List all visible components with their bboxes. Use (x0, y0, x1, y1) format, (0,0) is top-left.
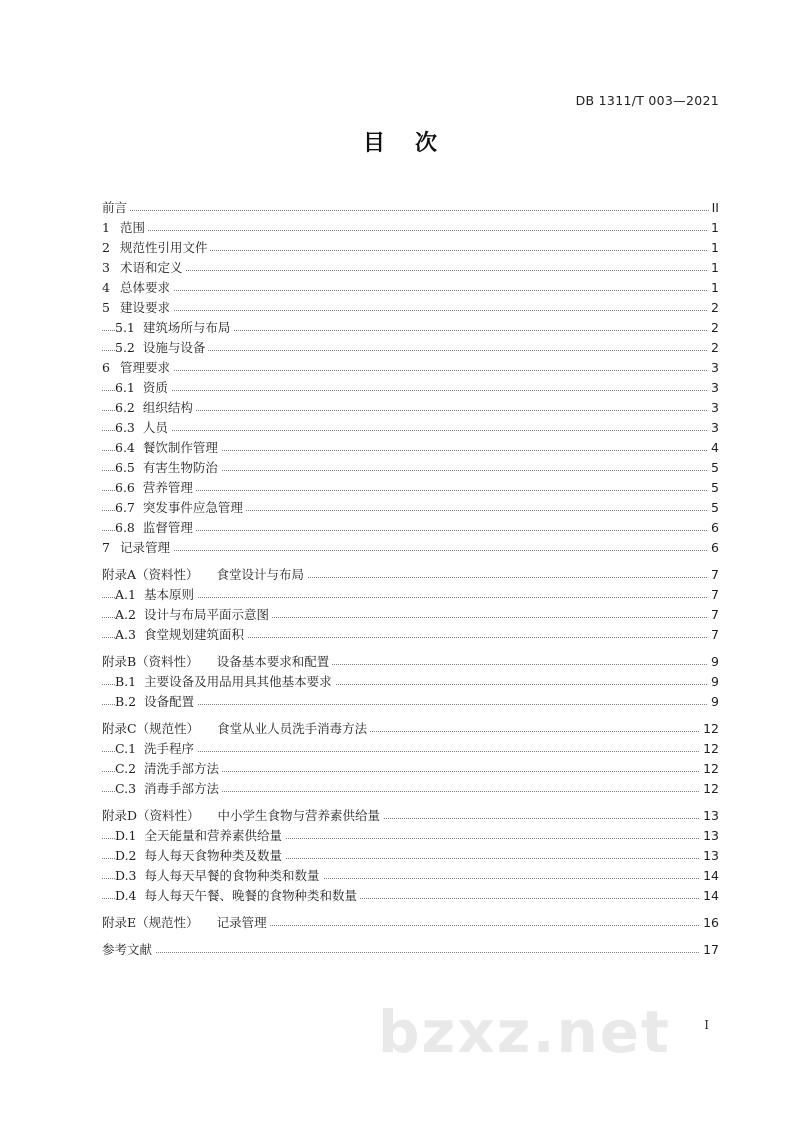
toc-entry[interactable] (102, 605, 719, 625)
toc-entry-title (115, 418, 171, 438)
toc-entry-title (115, 846, 285, 866)
toc-page-number: 13 (700, 826, 719, 846)
toc-entry-title (102, 238, 210, 258)
toc-entry-title (102, 538, 173, 558)
toc-entry-label: 设备配置 (144, 694, 195, 709)
toc-section-number: C.2 (115, 761, 137, 776)
toc-entry-label: 中小学生食物与营养素供给量 (217, 808, 381, 823)
toc-entry-title (102, 218, 148, 238)
toc-entry[interactable] (102, 378, 719, 398)
table-of-contents (102, 198, 719, 960)
toc-page-number: 3 (708, 358, 719, 378)
toc-entry[interactable] (102, 498, 719, 518)
toc-entry[interactable] (102, 866, 719, 886)
toc-entry-title (115, 625, 247, 645)
toc-entry-title (115, 398, 196, 418)
toc-entry[interactable] (102, 398, 719, 418)
toc-entry[interactable] (102, 886, 719, 906)
toc-entry-label: 有害生物防治 (142, 460, 218, 475)
toc-page-number: 4 (708, 438, 719, 458)
dot-leader (102, 310, 719, 311)
toc-entry-label: 食堂设计与布局 (216, 567, 305, 582)
toc-entry[interactable] (102, 258, 719, 278)
toc-entry-title (102, 258, 185, 278)
toc-section-number: 6.4 (115, 440, 135, 455)
toc-entry-label: 洗手程序 (144, 741, 195, 756)
toc-entry-label: 范围 (119, 220, 145, 235)
toc-entry-title (115, 886, 360, 906)
toc-section-number: 5 (102, 300, 110, 315)
toc-page-number: 16 (700, 913, 719, 933)
toc-entry-title (115, 779, 222, 799)
toc-entry-label: 突发事件应急管理 (142, 500, 243, 515)
toc-entry-label: 总体要求 (119, 280, 170, 295)
toc-entry-label: 食堂规划建筑面积 (143, 627, 244, 642)
toc-entry-label: 前言 (102, 200, 128, 215)
toc-page-number: 3 (708, 378, 719, 398)
toc-page-number: 9 (708, 692, 719, 712)
toc-page-number: 7 (708, 585, 719, 605)
toc-section-number: B.2 (115, 694, 137, 709)
dot-leader (102, 210, 719, 211)
toc-section-number: 6.6 (115, 480, 135, 495)
toc-entry[interactable] (102, 198, 719, 218)
toc-page-number: 1 (708, 278, 719, 298)
dot-leader (102, 390, 719, 391)
toc-entry[interactable] (102, 913, 719, 933)
toc-page-number: 7 (708, 605, 719, 625)
toc-page-number: 3 (708, 398, 719, 418)
toc-appendix-label: 附录C（规范性） (102, 721, 200, 736)
toc-page-number: 13 (700, 806, 719, 826)
toc-entry-label: 建筑场所与布局 (142, 320, 231, 335)
toc-entry-title (115, 518, 196, 538)
toc-page-number: 2 (708, 318, 719, 338)
toc-section-number: C.1 (115, 741, 137, 756)
toc-entry-label: 设备基本要求和配置 (216, 654, 330, 669)
toc-section-number: D.3 (115, 868, 137, 883)
toc-entry-title (115, 338, 208, 358)
toc-entry-label: 术语和定义 (119, 260, 183, 275)
toc-page-number: 9 (708, 672, 719, 692)
toc-entry[interactable] (102, 565, 719, 585)
page-number: I (704, 1018, 709, 1032)
toc-entry-label: 资质 (142, 380, 168, 395)
toc-entry[interactable] (102, 218, 719, 238)
toc-entry-title (102, 278, 173, 298)
toc-page-number: 3 (708, 418, 719, 438)
toc-entry[interactable] (102, 538, 719, 558)
toc-entry-label: 消毒手部方法 (144, 781, 220, 796)
toc-page-number: 9 (708, 652, 719, 672)
toc-entry-title (102, 719, 370, 739)
toc-entry-label: 清洗手部方法 (144, 761, 220, 776)
toc-entry[interactable] (102, 418, 719, 438)
toc-entry-label: 全天能量和营养素供给量 (144, 828, 283, 843)
toc-page-number: 12 (700, 759, 719, 779)
toc-page-number: 6 (708, 518, 719, 538)
toc-section-number: 2 (102, 240, 110, 255)
toc-entry-label: 餐饮制作管理 (142, 440, 218, 455)
toc-entry-label: 营养管理 (142, 480, 193, 495)
toc-entry-label: 基本原则 (143, 587, 194, 602)
toc-entry-title (102, 806, 383, 826)
toc-section-number: D.2 (115, 848, 137, 863)
toc-section-number: 6.2 (115, 400, 135, 415)
toc-entry[interactable] (102, 625, 719, 645)
toc-entry[interactable] (102, 238, 719, 258)
toc-entry[interactable] (102, 438, 719, 458)
toc-entry[interactable] (102, 478, 719, 498)
toc-entry-title (115, 498, 246, 518)
dot-leader (102, 230, 719, 231)
toc-entry-label: 记录管理 (119, 540, 170, 555)
toc-section-number: A.2 (115, 607, 136, 622)
toc-entry[interactable] (102, 719, 719, 739)
toc-section-number: 6 (102, 360, 110, 375)
toc-page-number: II (709, 198, 719, 218)
toc-entry[interactable] (102, 779, 719, 799)
toc-entry[interactable] (102, 278, 719, 298)
document-code: DB 1311/T 003—2021 (575, 93, 719, 108)
toc-entry-label: 建设要求 (119, 300, 170, 315)
toc-section-number: A.3 (115, 627, 136, 642)
toc-page-number: 7 (708, 565, 719, 585)
toc-section-number: 3 (102, 260, 110, 275)
watermark: bzxz.net (378, 998, 671, 1066)
toc-entry-title (115, 378, 171, 398)
toc-page-number: 12 (700, 779, 719, 799)
toc-page-number: 2 (708, 298, 719, 318)
toc-section-number: 6.5 (115, 460, 135, 475)
toc-entry-title (115, 438, 221, 458)
toc-page-number: 5 (708, 458, 719, 478)
toc-section-number: 6.8 (115, 520, 135, 535)
toc-entry-title (115, 585, 197, 605)
toc-entry[interactable] (102, 318, 719, 338)
toc-section-number: 7 (102, 540, 110, 555)
toc-entry-title (115, 672, 335, 692)
toc-entry-title (102, 198, 130, 218)
toc-page-number: 1 (708, 218, 719, 238)
toc-entry[interactable] (102, 692, 719, 712)
toc-entry-title (115, 826, 285, 846)
dot-leader (102, 370, 719, 371)
toc-entry-label: 食堂从业人员洗手消毒方法 (217, 721, 368, 736)
toc-page-number: 1 (708, 238, 719, 258)
toc-appendix-label: 附录E（规范性） (102, 915, 199, 930)
toc-entry-title (102, 565, 307, 585)
toc-entry[interactable] (102, 458, 719, 478)
toc-page-number: 14 (700, 866, 719, 886)
toc-entry-label: 设施与设备 (142, 340, 206, 355)
toc-page-number: 5 (708, 478, 719, 498)
toc-page-number: 13 (700, 846, 719, 866)
toc-page-number: 6 (708, 538, 719, 558)
toc-section-number: 4 (102, 280, 110, 295)
toc-entry-label: 管理要求 (119, 360, 170, 375)
toc-page-number: 1 (708, 258, 719, 278)
toc-entry-label: 组织结构 (142, 400, 193, 415)
toc-page-number: 12 (700, 719, 719, 739)
toc-entry[interactable] (102, 846, 719, 866)
toc-section-number: D.1 (115, 828, 137, 843)
toc-entry[interactable] (102, 518, 719, 538)
toc-entry[interactable] (102, 806, 719, 826)
toc-entry[interactable] (102, 358, 719, 378)
toc-section-number: A.1 (115, 587, 136, 602)
toc-section-number: D.4 (115, 888, 137, 903)
toc-section-number: 6.1 (115, 380, 135, 395)
toc-appendix-label: 附录B（资料性） (102, 654, 199, 669)
toc-entry-title (102, 358, 173, 378)
toc-entry-label: 主要设备及用品用具其他基本要求 (144, 674, 332, 689)
toc-entry-title (102, 298, 173, 318)
toc-appendix-label: 附录A（资料性） (102, 567, 199, 582)
toc-page-number: 17 (700, 940, 719, 960)
toc-entry[interactable] (102, 739, 719, 759)
toc-entry[interactable] (102, 826, 719, 846)
toc-page-number: 5 (708, 498, 719, 518)
toc-section-number: 5.1 (115, 320, 135, 335)
toc-section-number: 6.7 (115, 500, 135, 515)
toc-entry-title (115, 739, 197, 759)
toc-section-number: 5.2 (115, 340, 135, 355)
toc-entry-title (102, 913, 270, 933)
dot-leader (102, 550, 719, 551)
toc-entry[interactable] (102, 759, 719, 779)
toc-section-number: C.3 (115, 781, 137, 796)
dot-leader (102, 952, 719, 953)
toc-entry-title (115, 318, 233, 338)
toc-entry[interactable] (102, 298, 719, 318)
toc-entry-label: 每人每天午餐、晚餐的食物种类和数量 (144, 888, 358, 903)
toc-entry-label: 参考文献 (102, 942, 153, 957)
dot-leader (102, 270, 719, 271)
page-title: 目次 (362, 131, 467, 156)
toc-page-number: 14 (700, 886, 719, 906)
toc-entry-title (115, 692, 197, 712)
toc-entry-title (115, 458, 221, 478)
toc-page-number: 12 (700, 739, 719, 759)
toc-entry-label: 设计与布局平面示意图 (143, 607, 269, 622)
toc-section-number: B.1 (115, 674, 137, 689)
toc-entry-label: 记录管理 (216, 915, 267, 930)
toc-entry[interactable] (102, 338, 719, 358)
toc-section-number: 1 (102, 220, 110, 235)
toc-page-number: 2 (708, 338, 719, 358)
toc-entry[interactable] (102, 652, 719, 672)
toc-appendix-label: 附录D（资料性） (102, 808, 200, 823)
toc-entry-label: 每人每天早餐的食物种类和数量 (144, 868, 320, 883)
toc-page-number: 7 (708, 625, 719, 645)
toc-entry-title (102, 652, 332, 672)
toc-entry-title (115, 605, 272, 625)
toc-entry-label: 每人每天食物种类及数量 (144, 848, 283, 863)
dot-leader (102, 430, 719, 431)
toc-entry-title (115, 866, 323, 886)
toc-entry[interactable] (102, 672, 719, 692)
dot-leader (102, 290, 719, 291)
toc-entry-label: 监督管理 (142, 520, 193, 535)
toc-entry-title (102, 940, 155, 960)
toc-entry-title (115, 478, 196, 498)
toc-entry-title (115, 759, 222, 779)
toc-section-number: 6.3 (115, 420, 135, 435)
toc-entry-label: 人员 (142, 420, 168, 435)
toc-entry[interactable] (102, 940, 719, 960)
toc-entry[interactable] (102, 585, 719, 605)
toc-entry-label: 规范性引用文件 (119, 240, 208, 255)
